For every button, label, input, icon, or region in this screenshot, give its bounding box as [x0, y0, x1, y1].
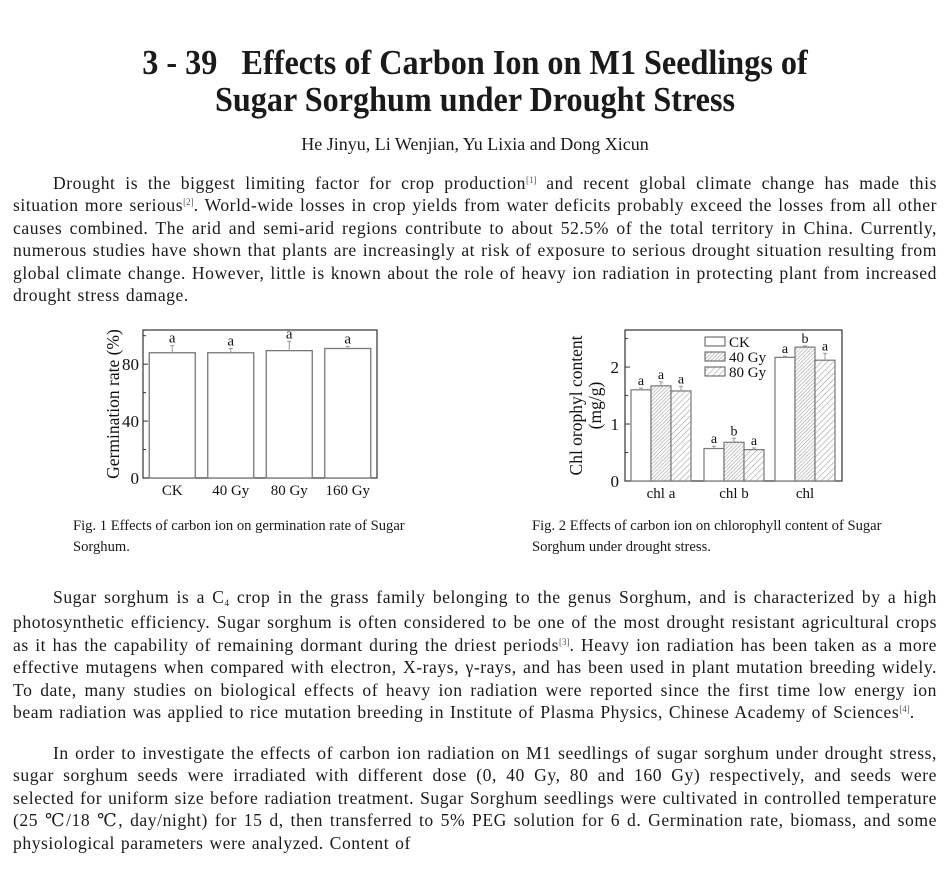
bar [149, 353, 195, 478]
p2-text-3: . Heavy ion radiation has been taken as a more effective mutagens when compared with electron, X-rays, γ-rays, and has been used in plant mutation breeding widely. To date, many studies on biological effects of heavy ion radiation were reported since the first time low energy ion beam radiation was applied to rice mutation breeding in Institute of Plasma Physics, Chinese Academy of Sciences [13, 634, 937, 723]
figure-1-caption: Fig. 1 Effects of carbon ion on germination rate of Sugar Sorghum. [73, 518, 405, 555]
p3-text: In order to investigate the effects of carbon ion radiation on M1 seedlings of sugar sorghum under drought stress, sugar sorghum seeds were irradiated with different dose (0, 40 Gy, 80 and 160 Gy) respectively, and seeds were selected for uniform size before radiation treatment. Sugar Sorghum seedlings were cultivated in controlled temperature (25 ℃/18 ℃, day/night) for 15 d, then transferred to 5% PEG solution for 6 d. Germination rate, biomass, and some physiological parameters were analyzed. Content of [13, 743, 937, 853]
p1-text-2: and recent global climate change has made this situation more serious [13, 173, 937, 216]
x-tick-label: CK [161, 483, 183, 499]
legend-label: 40 Gy [729, 350, 767, 366]
x-tick-label: chl a [646, 486, 676, 502]
y-tick-label: 0 [610, 472, 619, 491]
y-tick-label: 40 [122, 412, 139, 432]
x-tick-label: chl b [719, 486, 749, 502]
significance-label: a [781, 342, 789, 358]
p2-text-2: crop in the grass family belonging to the genus Sorghum, and is characterized by a high photosynthetic efficiency. Sugar sorghum is often considered to be one of the most drought resistant agricultural crops as it has the capability of remaining dormant during the driest periods [13, 587, 937, 655]
paragraph-intro [13, 172, 937, 306]
y-axis-label: Germination rate (%) [103, 329, 123, 479]
y-tick-label: 2 [610, 358, 619, 378]
figure-2-chart [560, 320, 850, 506]
y-axis-label-line1: Chl orophyl content [566, 335, 586, 476]
figure-1-chart [95, 320, 385, 506]
significance-label: a [227, 333, 235, 350]
x-tick-label: 40 Gy [212, 483, 250, 499]
significance-label: a [168, 330, 176, 347]
bar-ck [631, 390, 651, 481]
bar-80-gy [744, 450, 764, 481]
y-tick-label: 1 [610, 415, 619, 435]
significance-label: a [750, 433, 758, 449]
significance-label: a [677, 372, 685, 388]
bar-80-gy [815, 360, 835, 481]
paragraph-methods [13, 742, 937, 854]
bar-40-gy [724, 442, 744, 481]
x-tick-label: 160 Gy [325, 483, 371, 499]
significance-label: a [657, 367, 665, 383]
figure-2-caption: Fig. 2 Effects of carbon ion on chlorophyll content of Sugar Sorghum under drought stress. [532, 518, 882, 555]
p2-subscript: 4 [224, 598, 230, 608]
significance-label: a [285, 326, 293, 343]
x-tick-label: chl [795, 486, 815, 502]
x-tick-label: 80 Gy [270, 483, 308, 499]
y-tick-label: 80 [122, 355, 139, 375]
p2-text-1: Sugar sorghum is a C [53, 587, 225, 607]
significance-label: a [344, 331, 352, 348]
bar [325, 349, 371, 479]
citation-4: [4] [899, 704, 910, 715]
bar [266, 351, 312, 478]
paper-title-line1: 3 - 39 Effects of Carbon Ion on M1 Seedlings of [142, 43, 808, 82]
significance-label: a [821, 339, 829, 355]
p2-text-4: . [909, 702, 915, 723]
significance-label: a [710, 432, 718, 448]
y-axis-label-line2: (mg/g) [585, 381, 605, 430]
paper-title-line2: Sugar Sorghum under Drought Stress [214, 80, 736, 119]
significance-label: b [730, 424, 738, 440]
legend-swatch [705, 352, 725, 361]
y-tick-label: 0 [130, 469, 139, 488]
legend-label: CK [729, 335, 750, 351]
significance-label: b [801, 331, 809, 347]
citation-1: [1] [526, 175, 537, 185]
citation-3: [3] [559, 636, 570, 647]
p1-text-1: Drought is the biggest limiting factor for crop production [53, 173, 527, 193]
bar-ck [704, 449, 724, 481]
paragraph-background [13, 586, 937, 723]
significance-label: a [637, 374, 645, 390]
legend-swatch [705, 367, 725, 376]
author-list: He Jinyu, Li Wenjian, Yu Lixia and Dong Xicun [301, 134, 649, 154]
bar-80-gy [671, 391, 691, 481]
bar-40-gy [651, 386, 671, 481]
bar-40-gy [795, 347, 815, 481]
p1-text-3: . World-wide losses in crop yields from water deficits probably exceed the losses from all other causes combined. The arid and semi-arid regions contribute to about 52.5% of the total territory in China. Currently, numerous studies have shown that plants are increasingly at risk of exposure to serious drought situation resulting from global climate change. However, little is known about the role of heavy ion radiation in protecting plant from increased drought stress damage. [13, 195, 937, 306]
bar-ck [775, 357, 795, 481]
legend-swatch [705, 337, 725, 346]
legend-label: 80 Gy [729, 365, 767, 381]
bar [208, 353, 254, 478]
citation-2: [2] [183, 197, 194, 208]
